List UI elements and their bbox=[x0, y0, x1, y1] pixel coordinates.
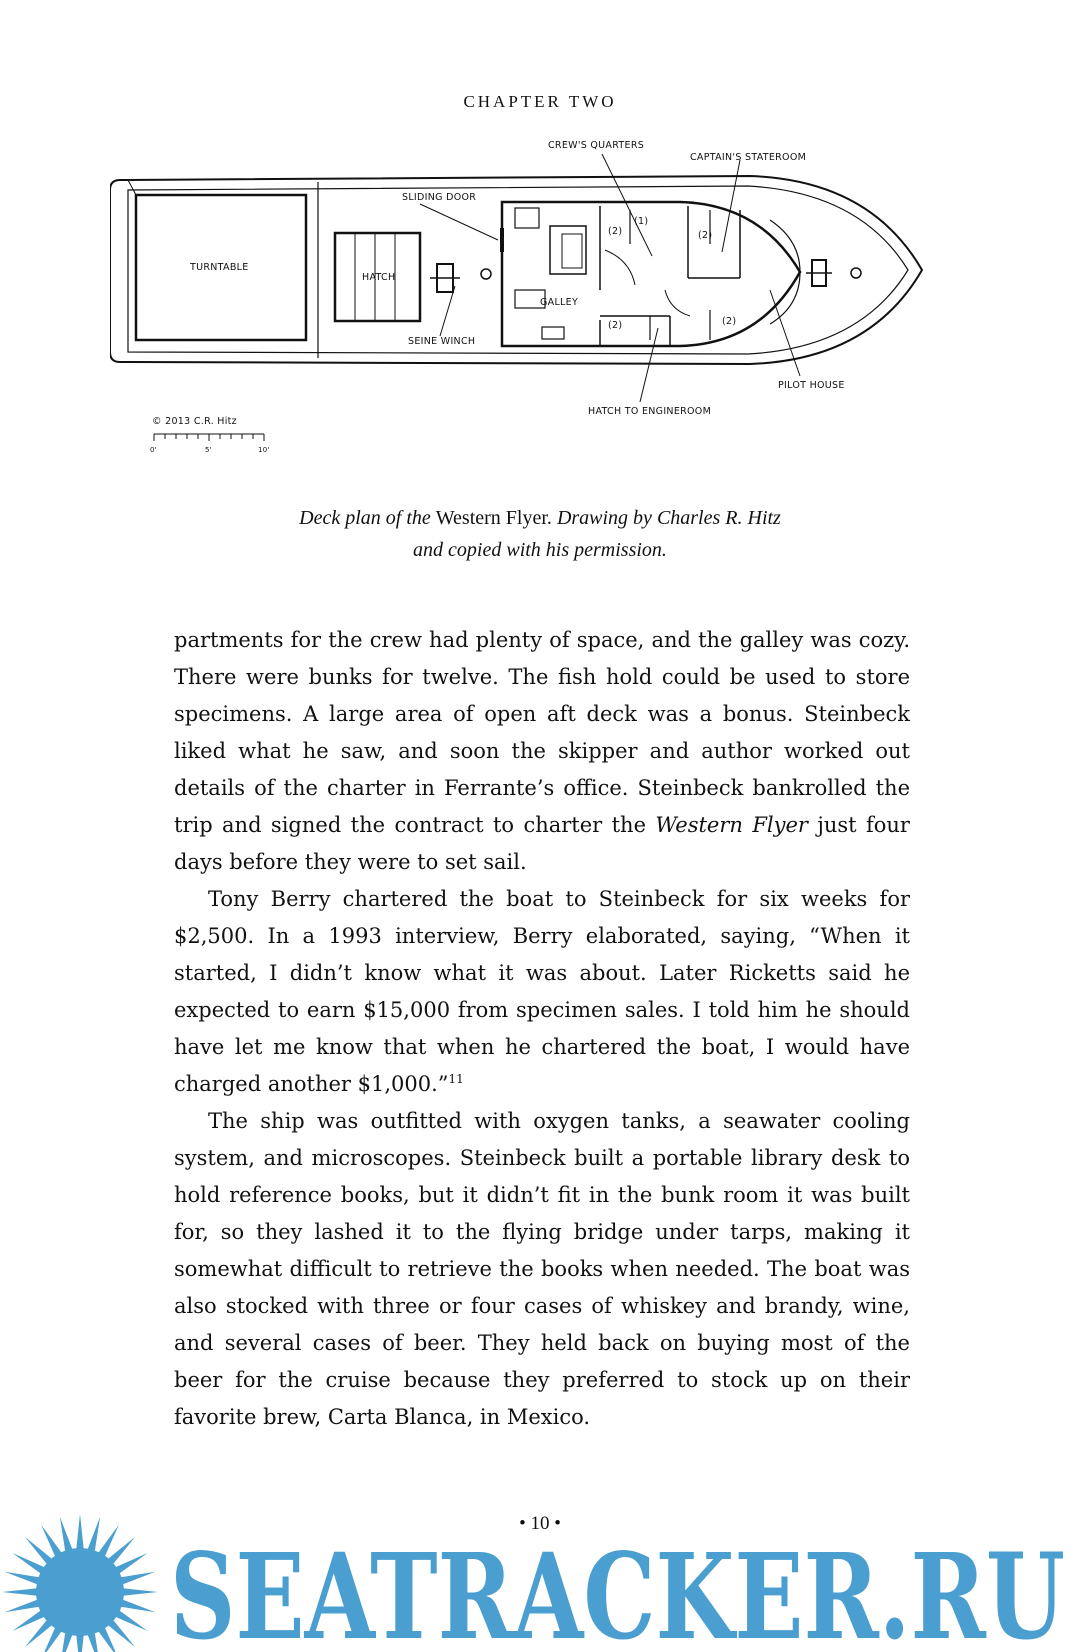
deckhouse bbox=[502, 202, 800, 346]
deck-plan-figure bbox=[110, 140, 980, 480]
label-hatch-to-engineroom: HATCH TO ENGINEROOM bbox=[588, 406, 712, 417]
paragraph bbox=[174, 1103, 910, 1436]
watermark-text: SEATRACKER.RU bbox=[170, 1527, 1065, 1652]
deck-plan-drawing bbox=[110, 140, 980, 480]
label-bunk: (2) bbox=[722, 316, 737, 327]
sun-icon bbox=[2, 1514, 158, 1652]
sun-ray bbox=[2, 1588, 38, 1596]
caption-part2: Drawing by Charles R. Hitz bbox=[556, 507, 781, 529]
label-bunk: (2) bbox=[698, 230, 713, 241]
watermark bbox=[0, 1500, 1080, 1652]
running-head: CHAPTER TWO bbox=[463, 92, 617, 111]
watermark-graphic bbox=[0, 1500, 1080, 1652]
footnote-ref[interactable]: 11 bbox=[448, 1072, 464, 1086]
label-crews-quarters: CREW'S QUARTERS bbox=[548, 140, 645, 151]
ship-name: Western Flyer bbox=[655, 813, 808, 837]
label-sliding-door: SLIDING DOOR bbox=[402, 192, 477, 203]
sun-ray bbox=[60, 1517, 73, 1553]
sun-ray bbox=[87, 1517, 100, 1553]
label-galley: GALLEY bbox=[540, 297, 579, 308]
sun-disc bbox=[36, 1548, 124, 1636]
label-credit: © 2013 C.R. Hitz bbox=[152, 416, 237, 427]
paragraph-text: partments for the crew had plenty of space, and the galley was cozy. There were bunks for twelve. The fish hold could be used to store specimens. A large area of open aft deck was a bonus. Steinbeck liked what he saw, and soon the skipper and author worked out details of the charter in Ferrante’s office. Steinbeck bankrolled the trip and signed the contract to charter the bbox=[174, 628, 910, 837]
caption-line2: and copied with his permission. bbox=[413, 539, 667, 561]
paragraph-text: Tony Berry chartered the boat to Steinbeck for six weeks for $2,500. In a 1993 interview, Berry elaborated, saying, “When it started, I didn’t know what it was about. Later Ricketts said he expected to earn $15,000 from specimen sales. I told him he should have let me know that when he chartered the boat, I would have charged another $1,000.” bbox=[174, 887, 910, 1096]
label-bunk: (2) bbox=[608, 320, 623, 331]
scale-label: 0' bbox=[150, 446, 157, 454]
label-captains-stateroom: CAPTAIN'S STATEROOM bbox=[690, 152, 807, 163]
sun-ray bbox=[122, 1588, 158, 1596]
caption-part1: Deck plan of the bbox=[299, 507, 431, 529]
label-pilot-house: PILOT HOUSE bbox=[778, 380, 845, 391]
paragraph-text: The ship was outfitted with oxygen tanks, a seawater cooling system, and microscopes. Steinbeck built a portable library desk to hold reference books, but it didn’t fit in the bunk room it was built for, so they lashed it to the flying bridge under tarps, making it somewhat difficult to retrieve the books when needed. The boat was also stocked with three or four cases of whiskey and brandy, wine, and several cases of beer. They held back on buying most of the beer for the cruise because they preferred to stock up on their favorite brew, Carta Blanca, in Mexico. bbox=[174, 1109, 910, 1429]
sun-ray bbox=[76, 1634, 84, 1652]
page-number: • 10 • bbox=[519, 1513, 561, 1534]
figure-caption bbox=[0, 502, 1080, 566]
sun-ray bbox=[5, 1599, 41, 1612]
sun-ray bbox=[76, 1514, 84, 1550]
label-hatch: HATCH bbox=[362, 272, 396, 283]
label-turntable: TURNTABLE bbox=[190, 262, 249, 273]
scale-label: 10' bbox=[258, 446, 270, 454]
body-text bbox=[174, 622, 910, 1436]
paragraph bbox=[174, 622, 910, 881]
sun-ray bbox=[119, 1599, 155, 1612]
sun-ray bbox=[119, 1572, 155, 1585]
label-seine-winch: SEINE WINCH bbox=[408, 336, 476, 347]
caption-ship-name: Western Flyer. bbox=[435, 507, 552, 529]
label-bunk: (2) bbox=[608, 226, 623, 237]
paragraph bbox=[174, 881, 910, 1103]
paragraph-text: just four days before they were to set sail. bbox=[174, 813, 910, 874]
scale-label: 5' bbox=[205, 446, 212, 454]
label-bunk: (1) bbox=[634, 216, 649, 227]
scale-bar bbox=[154, 434, 264, 441]
sun-ray bbox=[5, 1572, 41, 1585]
